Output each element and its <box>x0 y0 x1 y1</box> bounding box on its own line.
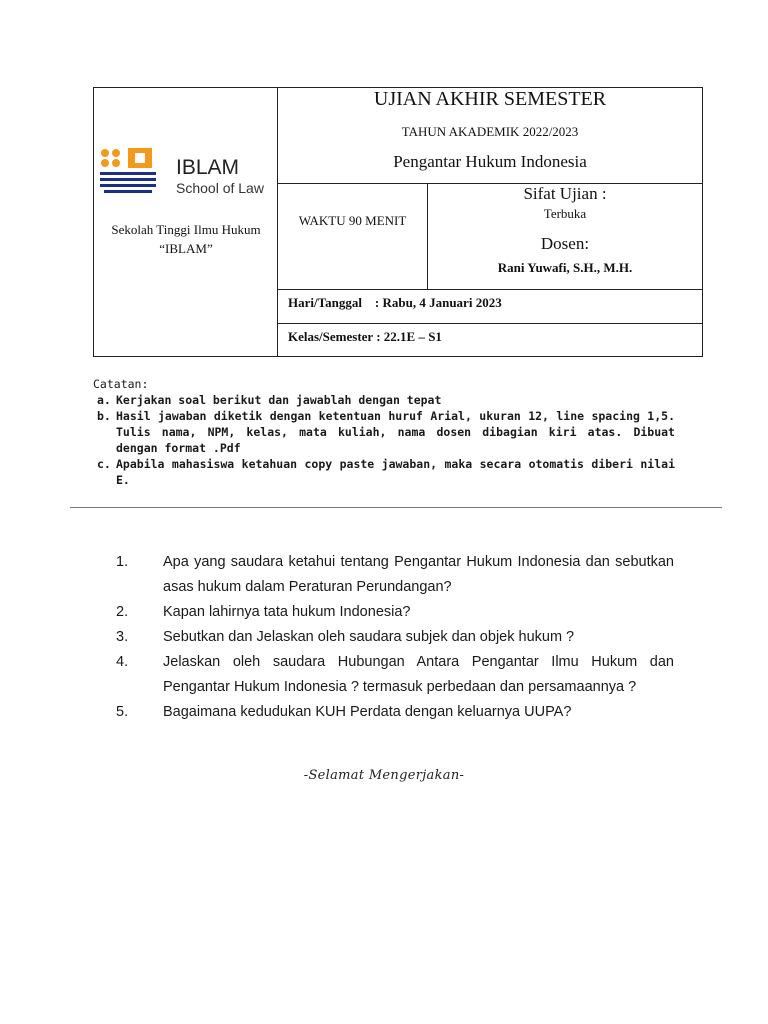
notes-section <box>93 376 675 488</box>
academic-year: TAHUN AKADEMIK 2022/2023 <box>401 124 579 139</box>
note-item <box>93 408 675 456</box>
questions-list <box>116 550 674 725</box>
closing-message: -Selamat Mengerjakan- <box>303 768 465 783</box>
note-text: Kerjakan soal berikut dan jawablah dengan tepat <box>116 393 442 407</box>
iblam-logo-mark-icon <box>100 148 160 196</box>
school-name: Sekolah Tinggi Ilmu Hukum “IBLAM” <box>111 222 261 256</box>
question-number: 1. <box>116 554 129 570</box>
notes-title: Catatan: <box>93 377 149 391</box>
question-text: Jelaskan oleh saudara Hubungan Antara Pengantar Ilmu Hukum dan Pengantar Hukum Indonesia ? termasuk perbedaan dan persamaannya ? <box>163 654 674 695</box>
note-letter: a. <box>97 393 111 407</box>
note-letter: b. <box>97 409 111 423</box>
note-item <box>93 392 675 408</box>
question-text: Sebutkan dan Jelaskan oleh saudara subjek dan objek hukum ? <box>163 629 575 645</box>
exam-type-label: Sifat Ujian : <box>523 184 607 203</box>
question-text: Bagaimana kedudukan KUH Perdata dengan keluarnya UUPA? <box>163 704 572 720</box>
exam-duration: WAKTU 90 MENIT <box>298 213 407 228</box>
exam-header-table <box>93 87 703 357</box>
iblam-logo <box>100 148 276 198</box>
question-number: 5. <box>116 704 129 720</box>
section-divider <box>70 507 722 508</box>
question-text: Kapan lahirnya tata hukum Indonesia? <box>163 604 411 620</box>
question-item <box>116 600 674 625</box>
lecturer-label: Dosen: <box>540 234 590 253</box>
question-number: 3. <box>116 629 129 645</box>
logo-cell <box>94 88 278 356</box>
class-semester: Kelas/Semester : 22.1E – S1 <box>288 329 442 344</box>
date-cell <box>278 290 702 324</box>
class-cell <box>278 324 702 356</box>
course-name: Pengantar Hukum Indonesia <box>393 152 587 171</box>
question-number: 2. <box>116 604 129 620</box>
title-cell <box>278 88 702 184</box>
question-item <box>116 625 674 650</box>
question-item <box>116 650 674 700</box>
note-letter: c. <box>97 457 111 471</box>
note-text: Hasil jawaban diketik dengan ketentuan huruf Arial, ukuran 12, line spacing 1,5. Tulis nama, NPM, kelas, mata kuliah, nama dosen dibagian kiri atas. Dibuat dengan format .Pdf <box>116 409 675 455</box>
note-item <box>93 456 675 488</box>
question-item <box>116 550 674 600</box>
question-text: Apa yang saudara ketahui tentang Pengantar Hukum Indonesia dan sebutkan asas hukum dalam Peraturan Perundangan? <box>163 554 674 595</box>
exam-type-cell <box>428 184 702 290</box>
lecturer-name: Rani Yuwafi, S.H., M.H. <box>497 260 633 275</box>
logo-brand: IBLAM <box>176 156 240 179</box>
duration-cell <box>278 184 428 290</box>
exam-date: Hari/Tanggal : Rabu, 4 Januari 2023 <box>288 295 502 310</box>
exam-title: UJIAN AKHIR SEMESTER <box>373 88 607 110</box>
question-item <box>116 700 674 725</box>
logo-subtitle: School of Law <box>176 180 264 196</box>
note-text: Apabila mahasiswa ketahuan copy paste jawaban, maka secara otomatis diberi nilai E. <box>116 457 675 487</box>
question-number: 4. <box>116 654 129 670</box>
exam-type-value: Terbuka <box>543 206 587 221</box>
